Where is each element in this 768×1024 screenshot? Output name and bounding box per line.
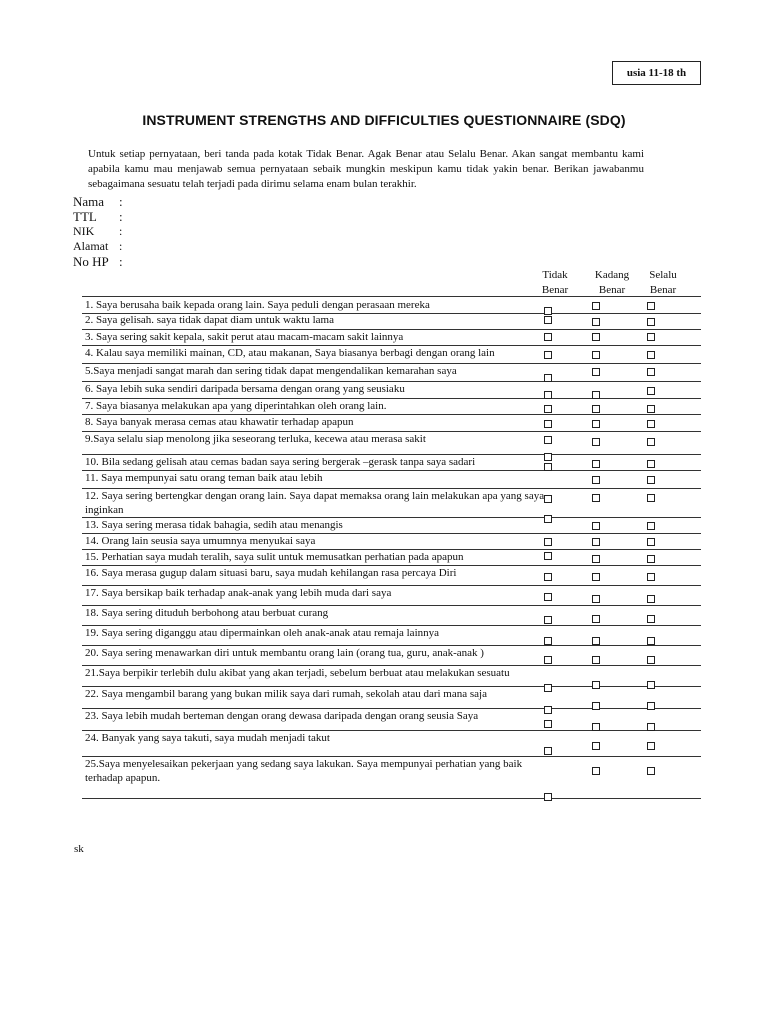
question-row-21 <box>82 665 701 687</box>
checkbox-kadang-benar[interactable] <box>592 656 600 664</box>
checkbox-selalu-benar[interactable] <box>647 656 655 664</box>
checkbox-kadang-benar[interactable] <box>592 420 600 428</box>
checkbox-tidak-benar[interactable] <box>544 720 552 728</box>
question-text: 11. Saya mempunyai satu orang teman baik atau lebih <box>85 472 323 484</box>
identity-fields <box>73 194 123 269</box>
checkbox-selalu-benar[interactable] <box>647 555 655 563</box>
question-text: 3. Saya sering sakit kepala, sakit perut atau macam-macam sakit lainnya <box>85 331 404 343</box>
checkbox-tidak-benar[interactable] <box>544 420 552 428</box>
question-text: 23. Saya lebih mudah berteman dengan orang dewasa daripada dengan orang seusia Saya <box>85 710 479 722</box>
footer-note: sk <box>74 843 84 855</box>
instructions-paragraph: Untuk setiap pernyataan, beri tanda pada kotak Tidak Benar. Agak Benar atau Selalu Benar. Akan sangat membantu kami apabila kamu mau menjawab semua pernyataan sebaik mungkin meskipun kamu tidak yakin benar. Berikan jawabanmu sebagaimana sesuatu telah terjadi pada dirimu selama enam bulan terakhir. <box>88 148 644 190</box>
checkbox-kadang-benar[interactable] <box>592 405 600 413</box>
question-row-15 <box>82 549 701 566</box>
checkbox-selalu-benar[interactable] <box>647 460 655 468</box>
checkbox-tidak-benar[interactable] <box>544 463 552 471</box>
question-row-3 <box>82 329 701 346</box>
checkbox-selalu-benar[interactable] <box>647 387 655 395</box>
field-nohp-label: No HP <box>73 254 109 269</box>
checkbox-tidak-benar[interactable] <box>544 552 552 560</box>
checkbox-selalu-benar[interactable] <box>647 405 655 413</box>
checkbox-tidak-benar[interactable] <box>544 495 552 503</box>
question-text: 20. Saya sering menawarkan diri untuk membantu orang lain (orang tua, guru, anak-anak ) <box>85 647 484 659</box>
checkbox-kadang-benar[interactable] <box>592 318 600 326</box>
age-range-box <box>612 61 701 85</box>
checkbox-tidak-benar[interactable] <box>544 453 552 461</box>
question-row-16 <box>82 565 701 586</box>
field-nama[interactable]: Nama : <box>73 194 123 209</box>
checkbox-tidak-benar[interactable] <box>544 515 552 523</box>
question-text: 15. Perhatian saya mudah teralih, saya sulit untuk memusatkan perhatian pada apapun <box>85 551 464 563</box>
checkbox-selalu-benar[interactable] <box>647 368 655 376</box>
field-alamat-label: Alamat <box>73 239 109 253</box>
checkbox-selalu-benar[interactable] <box>647 615 655 623</box>
checkbox-selalu-benar[interactable] <box>647 302 655 310</box>
question-row-14 <box>82 533 701 550</box>
question-text: 10. Bila sedang gelisah atau cemas badan saya sering bergerak –gerask tanpa saya sadari <box>85 456 476 468</box>
question-text: 13. Saya sering merasa tidak bahagia, sedih atau menangis <box>85 519 343 531</box>
question-text: 6. Saya lebih suka sendiri daripada bersama dengan orang yang seusiaku <box>85 383 405 395</box>
checkbox-kadang-benar[interactable] <box>592 767 600 775</box>
checkbox-selalu-benar[interactable] <box>647 637 655 645</box>
checkbox-kadang-benar[interactable] <box>592 555 600 563</box>
field-nik-label: NIK <box>73 224 95 238</box>
checkbox-selalu-benar[interactable] <box>647 333 655 341</box>
age-range-label: usia 11-18 th <box>626 67 687 79</box>
question-text: 5.Saya menjadi sangat marah dan sering tidak dapat mengendalikan kemarahan saya <box>85 365 457 377</box>
checkbox-tidak-benar[interactable] <box>544 656 552 664</box>
question-text: 12. Saya sering bertengkar dengan orang lain. Saya dapat memaksa orang lain melakukan apa yang saya inginkan <box>85 490 545 516</box>
question-text: 8. Saya banyak merasa cemas atau khawatir terhadap apapun <box>85 416 354 428</box>
page-title: INSTRUMENT STRENGTHS AND DIFFICULTIES QUESTIONNAIRE (SDQ) <box>142 112 626 128</box>
question-row-8 <box>82 414 701 432</box>
question-row-13 <box>82 517 701 534</box>
checkbox-kadang-benar[interactable] <box>592 538 600 546</box>
question-text: 1. Saya berusaha baik kepada orang lain. Saya peduli dengan perasaan mereka <box>85 299 430 311</box>
checkbox-tidak-benar[interactable] <box>544 436 552 444</box>
question-text: 22. Saya mengambil barang yang bukan milik saya dari rumah, sekolah atau dari mana saja <box>85 688 487 700</box>
question-row-5 <box>82 363 701 382</box>
question-row-10 <box>82 454 701 471</box>
column-header-tidak-benar: Tidak Benar <box>541 269 569 296</box>
checkbox-kadang-benar[interactable] <box>592 637 600 645</box>
checkbox-selalu-benar[interactable] <box>647 494 655 502</box>
question-text: 25.Saya menyelesaikan pekerjaan yang sedang saya lakukan. Saya mempunyai perhatian yang baik terhadap apapun. <box>85 758 523 784</box>
checkbox-selalu-benar[interactable] <box>647 742 655 750</box>
question-text: 21.Saya berpikir terlebih dulu akibat yang akan terjadi, sebelum berbuat atau melakukan sesuatu <box>85 667 510 679</box>
question-row-25 <box>82 756 701 799</box>
checkbox-tidak-benar[interactable] <box>544 793 552 801</box>
question-row-2 <box>82 312 701 330</box>
column-header-kadang-benar: Kadang Benar <box>594 269 630 296</box>
checkbox-kadang-benar[interactable] <box>592 333 600 341</box>
checkbox-selalu-benar[interactable] <box>647 351 655 359</box>
checkbox-tidak-benar[interactable] <box>544 573 552 581</box>
checkbox-tidak-benar[interactable] <box>544 333 552 341</box>
checkbox-selalu-benar[interactable] <box>647 420 655 428</box>
checkbox-selalu-benar[interactable] <box>647 767 655 775</box>
checkbox-tidak-benar[interactable] <box>544 351 552 359</box>
checkbox-kadang-benar[interactable] <box>592 302 600 310</box>
checkbox-tidak-benar[interactable] <box>544 405 552 413</box>
question-row-6 <box>82 381 701 399</box>
question-row-18 <box>82 605 701 626</box>
checkbox-selalu-benar[interactable] <box>647 438 655 446</box>
field-ttl[interactable]: TTL : <box>73 209 123 224</box>
field-nik[interactable]: NIK : <box>73 224 123 238</box>
field-nama-label: Nama <box>73 194 105 209</box>
checkbox-kadang-benar[interactable] <box>592 460 600 468</box>
question-row-4 <box>82 345 701 364</box>
checkbox-tidak-benar[interactable] <box>544 316 552 324</box>
checkbox-selalu-benar[interactable] <box>647 522 655 530</box>
question-text: 2. Saya gelisah. saya tidak dapat diam untuk waktu lama <box>85 314 334 326</box>
checkbox-kadang-benar[interactable] <box>592 615 600 623</box>
question-text: 17. Saya bersikap baik terhadap anak-anak yang lebih muda dari saya <box>85 587 392 599</box>
question-text: 19. Saya sering diganggu atau dipermainkan oleh anak-anak atau remaja lainnya <box>85 627 440 639</box>
question-row-11 <box>82 470 701 489</box>
question-row-22 <box>82 686 701 709</box>
checkbox-selalu-benar[interactable] <box>647 573 655 581</box>
checkbox-tidak-benar[interactable] <box>544 593 552 601</box>
checkbox-tidak-benar[interactable] <box>544 616 552 624</box>
checkbox-kadang-benar[interactable] <box>592 742 600 750</box>
checkbox-kadang-benar[interactable] <box>592 494 600 502</box>
question-text: 7. Saya biasanya melakukan apa yang diperintahkan oleh orang lain. <box>85 400 387 412</box>
question-row-24 <box>82 730 701 757</box>
question-row-12 <box>82 488 701 518</box>
question-text: 18. Saya sering dituduh berbohong atau berbuat curang <box>85 607 329 619</box>
checkbox-kadang-benar[interactable] <box>592 595 600 603</box>
question-row-7 <box>82 398 701 415</box>
field-alamat[interactable]: Alamat : <box>73 239 123 253</box>
question-text: 24. Banyak yang saya takuti, saya mudah menjadi takut <box>85 732 330 744</box>
question-row-9 <box>82 431 701 455</box>
question-row-19 <box>82 625 701 646</box>
checkbox-tidak-benar[interactable] <box>544 538 552 546</box>
checkbox-selalu-benar[interactable] <box>647 595 655 603</box>
checkbox-kadang-benar[interactable] <box>592 438 600 446</box>
question-row-20 <box>82 645 701 666</box>
checkbox-tidak-benar[interactable] <box>544 747 552 755</box>
question-row-17 <box>82 585 701 606</box>
checkbox-kadang-benar[interactable] <box>592 522 600 530</box>
checkbox-kadang-benar[interactable] <box>592 573 600 581</box>
checkbox-kadang-benar[interactable] <box>592 476 600 484</box>
question-text: 9.Saya selalu siap menolong jika seseorang terluka, kecewa atau merasa sakit <box>85 433 426 445</box>
checkbox-selalu-benar[interactable] <box>647 318 655 326</box>
question-text: 16. Saya merasa gugup dalam situasi baru, saya mudah kehilangan rasa percaya Diri <box>85 567 457 579</box>
checkbox-selalu-benar[interactable] <box>647 476 655 484</box>
checkbox-kadang-benar[interactable] <box>592 368 600 376</box>
question-row-23 <box>82 708 701 731</box>
checkbox-tidak-benar[interactable] <box>544 637 552 645</box>
field-ttl-label: TTL <box>73 209 97 224</box>
checkbox-kadang-benar[interactable] <box>592 351 600 359</box>
question-text: 14. Orang lain seusia saya umumnya menyukai saya <box>85 535 316 547</box>
field-nohp[interactable]: No HP : <box>73 254 123 269</box>
checkbox-selalu-benar[interactable] <box>647 538 655 546</box>
column-header-selalu-benar: Selalu Benar <box>649 269 677 296</box>
question-text: 4. Kalau saya memiliki mainan, CD, atau makanan, Saya biasanya berbagi dengan orang lain <box>85 347 495 359</box>
